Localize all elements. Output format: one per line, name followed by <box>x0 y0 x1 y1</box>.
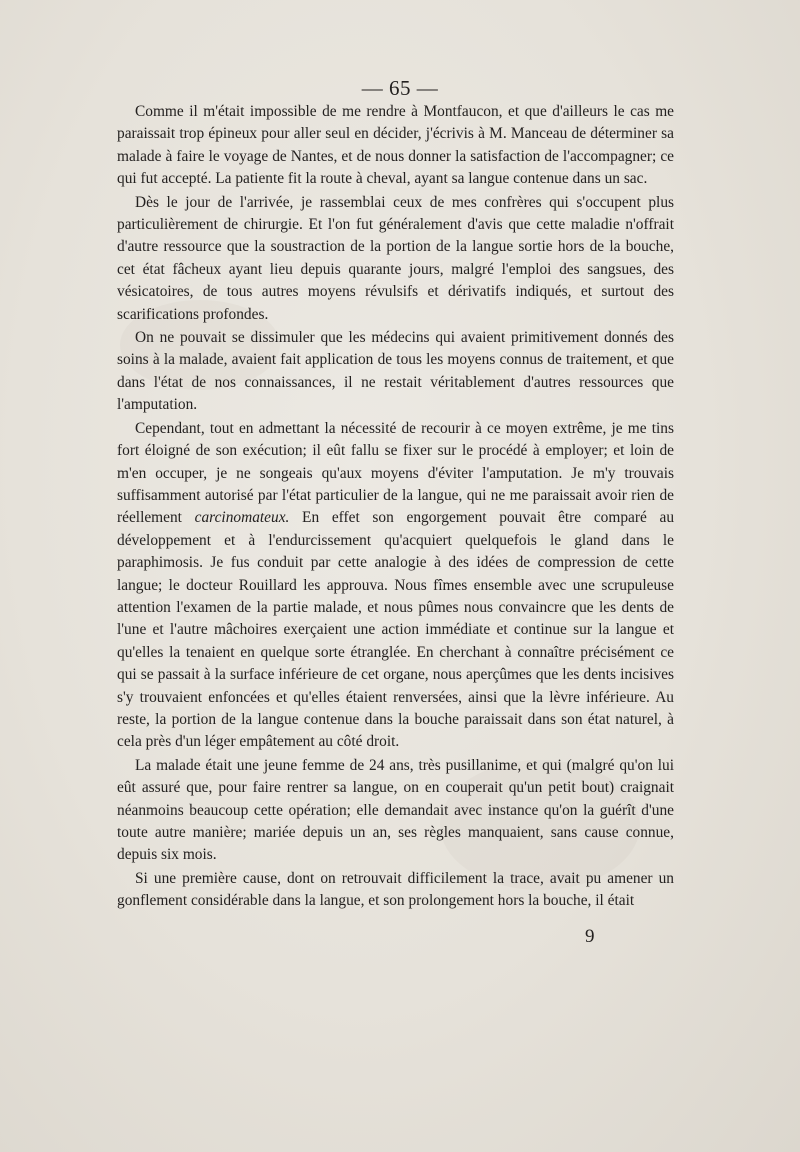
paragraph-4-italic-term: carcinomateux. <box>194 509 290 527</box>
paragraph-6 <box>117 868 674 913</box>
paragraph-4-text-before: Cependant, tout en admettant la nécessité de recourir à ce moyen extrême, je me tins fort éloigné de son exécution; il eût fallu se fixer sur le procédé à employer; et loin de m'en occuper, je ne songeais qu'aux moyens d'éviter l'amputation. Je m'y trouvais suffisamment autorisé par l'état particulier de la langue, qui ne me paraissait avoir rien de réellement <box>117 419 674 527</box>
paragraph-5 <box>117 755 674 867</box>
paragraph-6-text: Si une première cause, dont on retrouvait difficilement la trace, avait pu amener un gonflement considérable dans la langue, et son prolongement hors la bouche, il était <box>117 869 674 910</box>
paragraph-5-text: La malade était une jeune femme de 24 ans, très pusillanime, et qui (malgré qu'on lui eût assuré que, pour faire rentrer sa langue, on en couperait qu'un petit bout) craignait néanmoins beaucoup cette opération; elle demandait avec instance qu'on la guérît d'une toute autre manière; mariée depuis un an, ses règles manquaient, sans cause connue, depuis six mois. <box>117 756 674 864</box>
paragraph-2 <box>117 192 674 326</box>
paragraph-3 <box>117 327 674 417</box>
paragraph-4-text-after: En effet son engorgement pouvait être comparé au développement et à l'endurcissement qu'acquiert quelquefois le gland dans le paraphimosis. Je fus conduit par cette analogie à des idées de compression de cette langue; le docteur Rouillard les approuva. Nous fîmes ensemble avec une scrupuleuse attention l'examen de la partie malade, et nous pûmes nous convaincre que les dents de l'une et l'autre mâchoires exerçaient une action immédiate et continue sur la langue et qu'elles la tenaient en quelque sorte étranglée. En cherchant à connaître précisément ce qui se passait à la surface inférieure de cet organe, nous aperçûmes que les dents incisives s'y trouvaient enfoncées et qu'elles étaient renversées, ainsi que la lèvre inférieure. Au reste, la portion de la langue contenue dans la bouche paraissait dans son état naturel, à cela près d'un léger empâtement au côté droit. <box>117 509 675 751</box>
paragraph-2-text: Dès le jour de l'arrivée, je rassemblai ceux de mes confrères qui s'occupent plus particulièrement de chirurgie. Et l'on fut généralement d'avis que cette maladie n'offrait d'autre ressource que la soustraction de la portion de la langue sortie hors de la bouche, cet état fâcheux ayant lieu depuis quarante jours, malgré l'emploi des sangsues, des vésicatoires, de tous autres moyens révulsifs et dérivatifs indiqués, et surtout des scarifications profondes. <box>117 193 674 323</box>
paragraph-1 <box>117 101 674 191</box>
page-number: — 65 — <box>361 76 439 100</box>
paragraph-1-text: Comme il m'était impossible de me rendre à Montfaucon, et que d'ailleurs le cas me paraissait trop épineux pour aller seul en décider, j'écrivis à M. Manceau de déterminer sa malade à faire le voyage de Nantes, et de nous donner la satisfaction de l'accompagner; ce qui fut accepté. La patiente fit la route à cheval, ayant sa langue contenue dans un sac. <box>117 103 674 188</box>
body-text <box>117 101 674 914</box>
paragraph-4 <box>117 418 674 754</box>
signature-mark: 9 <box>585 926 595 947</box>
paragraph-3-text: On ne pouvait se dissimuler que les médecins qui avaient primitivement donnés des soins à la malade, avaient fait application de tous les moyens connus de traitement, et que dans l'état de nos connaissances, il ne restait véritablement d'autres ressources que l'amputation. <box>117 329 674 414</box>
